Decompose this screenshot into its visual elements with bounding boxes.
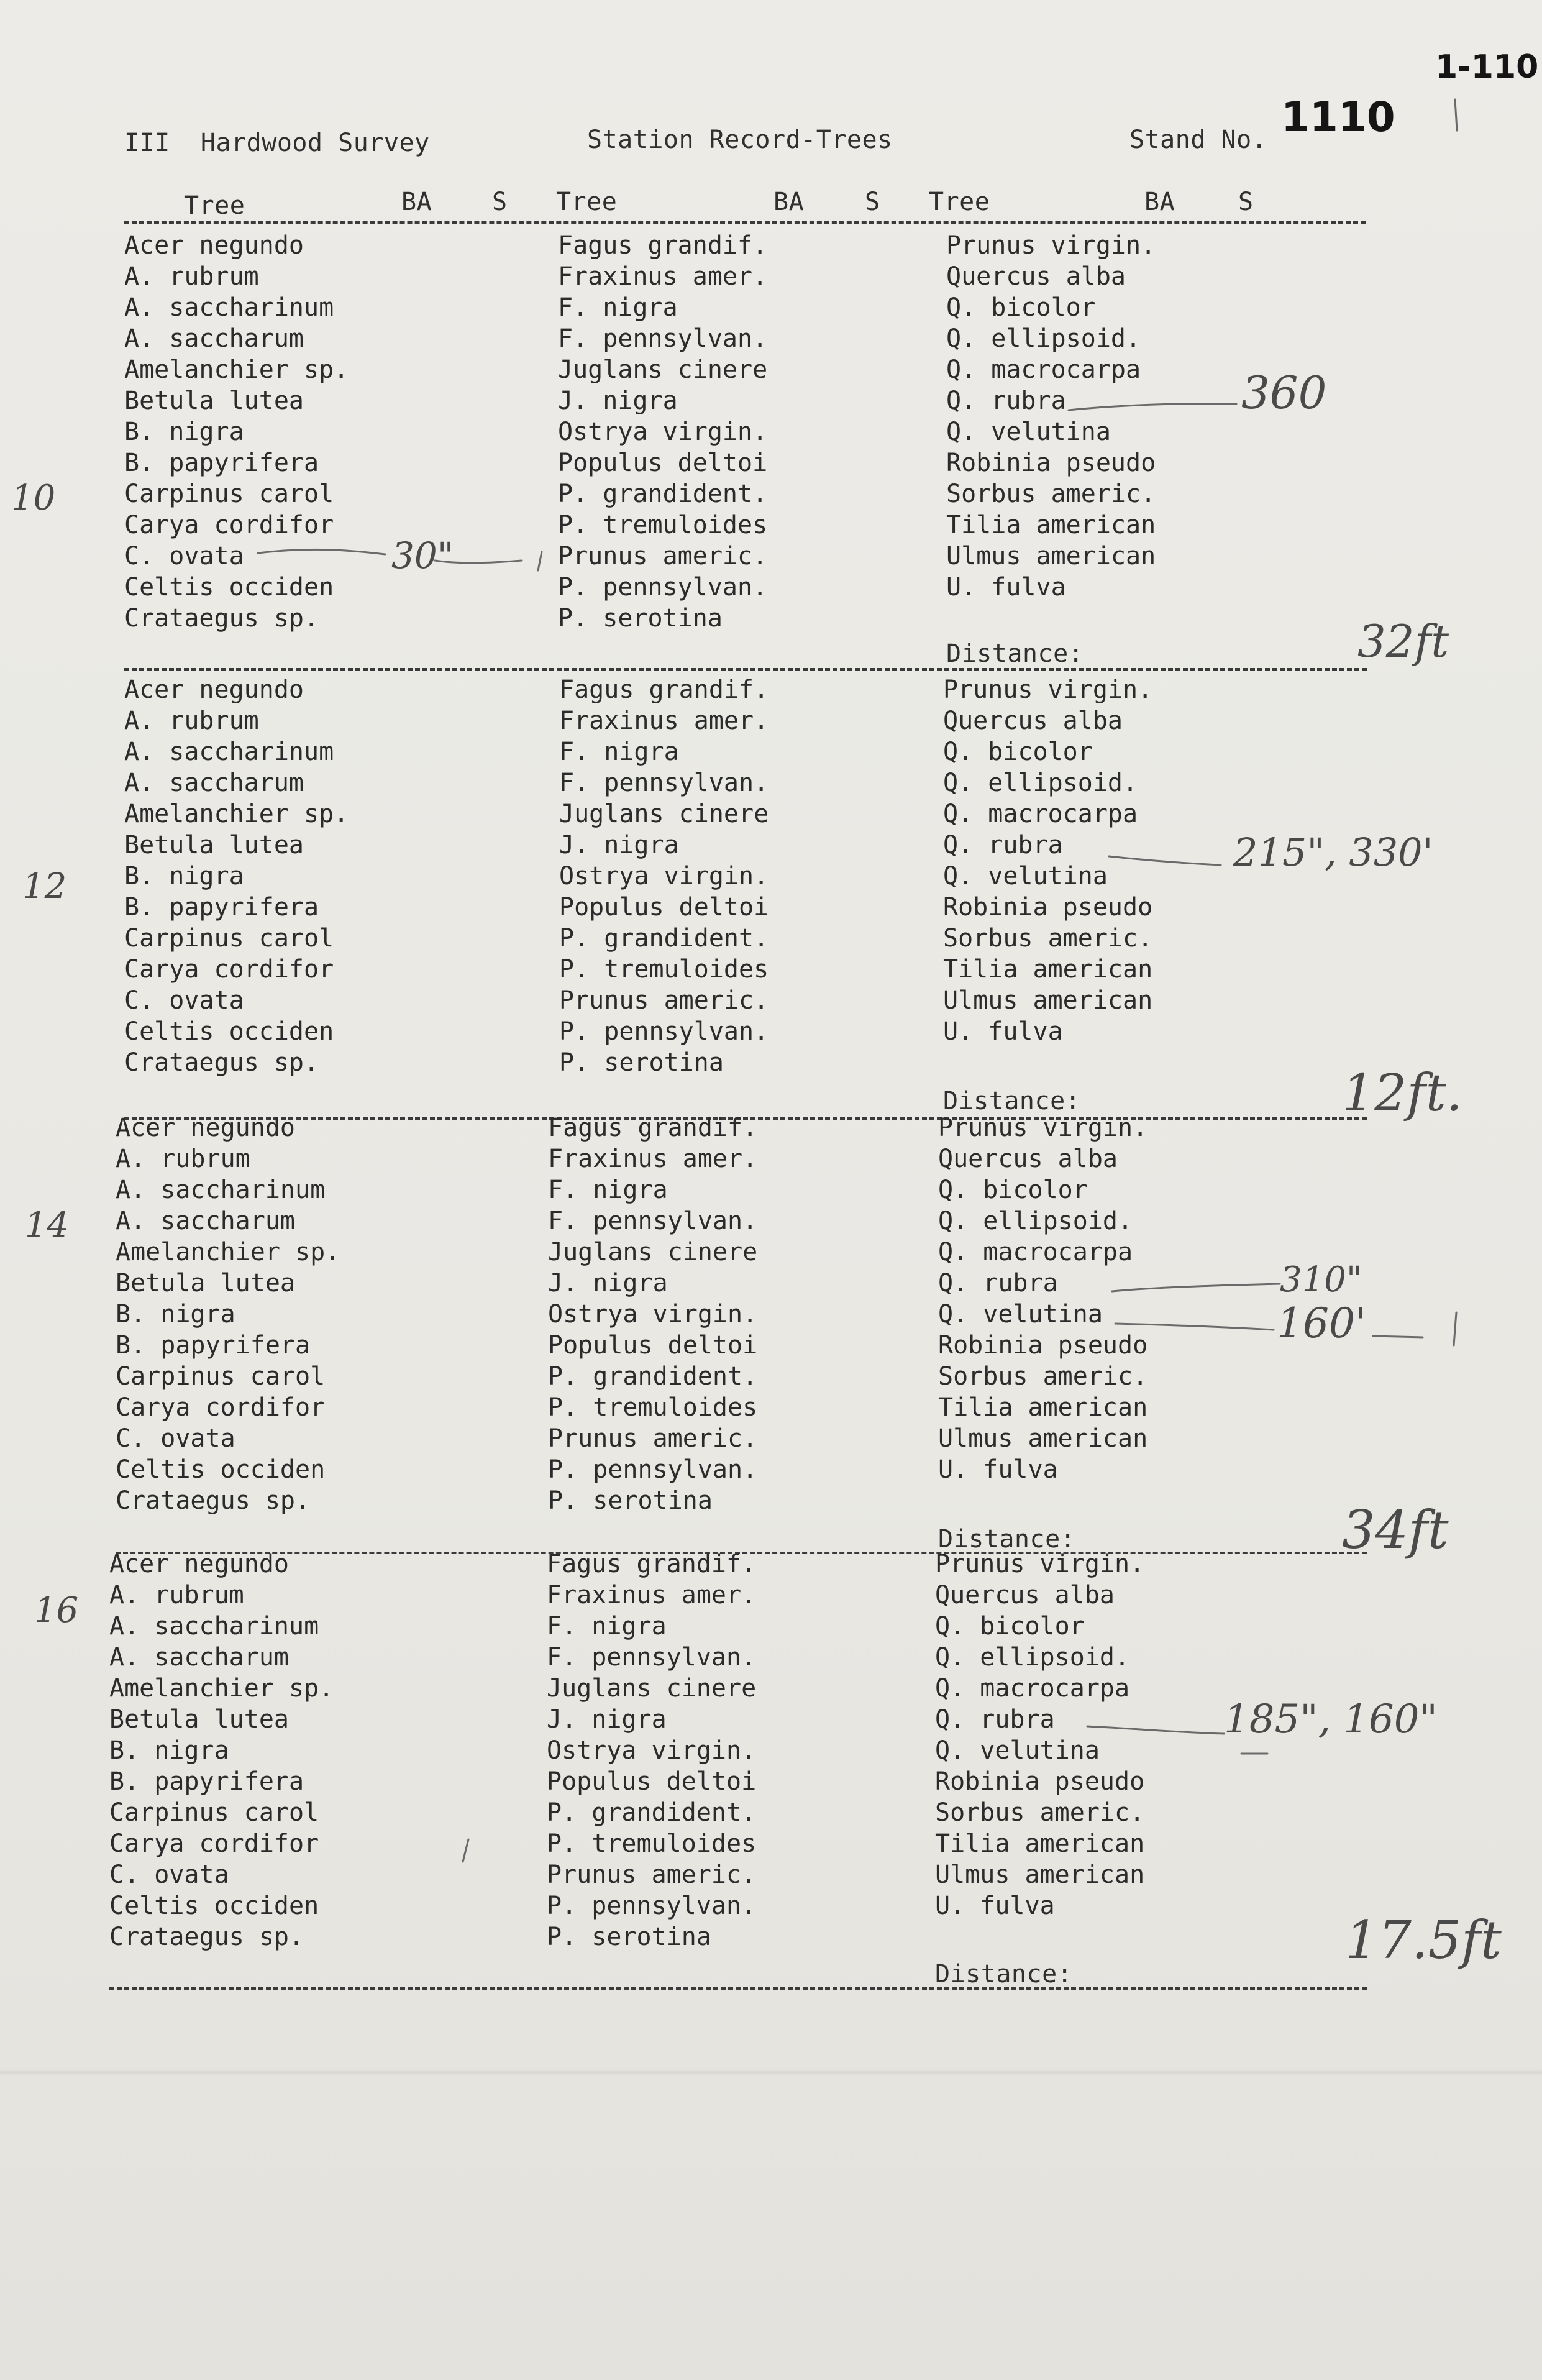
species-name: Quercus alba bbox=[938, 1145, 1118, 1173]
species-name: Q. rubra bbox=[935, 1705, 1055, 1734]
species-name: Populus deltoi bbox=[547, 1767, 757, 1796]
species-name: F. pennsylvan. bbox=[558, 324, 768, 353]
species-name: F. nigra bbox=[558, 293, 678, 322]
species-name: Fraxinus amer. bbox=[558, 262, 768, 291]
tick-ovata-1 bbox=[538, 552, 542, 570]
header-ba-3: BA bbox=[1144, 188, 1175, 216]
species-name: Prunus virgin. bbox=[938, 1114, 1148, 1142]
species-name: Acer negundo bbox=[124, 231, 304, 260]
species-name: Quercus alba bbox=[943, 707, 1123, 735]
species-name: C. ovata bbox=[124, 986, 244, 1015]
connector-rubra-4 bbox=[1087, 1726, 1224, 1734]
species-name: B. nigra bbox=[124, 418, 244, 446]
connector-ovata-1 bbox=[258, 549, 385, 554]
species-name: Tilia american bbox=[946, 511, 1156, 539]
species-name: C. ovata bbox=[109, 1861, 229, 1889]
species-name: A. saccharinum bbox=[124, 293, 334, 322]
note-rubra-st4: 185", 160" bbox=[1224, 1696, 1438, 1742]
species-name: A. rubrum bbox=[124, 262, 259, 291]
species-name: Amelanchier sp. bbox=[124, 800, 349, 828]
species-name: Ulmus american bbox=[935, 1861, 1145, 1889]
stray-mark bbox=[463, 1839, 468, 1862]
species-name: Crataegus sp. bbox=[124, 604, 319, 633]
species-name: Fagus grandif. bbox=[558, 231, 768, 260]
species-name: B. nigra bbox=[116, 1300, 235, 1329]
connector-velutina-3 bbox=[1115, 1324, 1274, 1330]
species-name: Robinia pseudo bbox=[943, 893, 1153, 922]
species-name: Q. ellipsoid. bbox=[935, 1643, 1130, 1672]
species-name: Fagus grandif. bbox=[559, 675, 769, 704]
species-name: Tilia american bbox=[938, 1393, 1148, 1422]
distance-label: Distance: bbox=[935, 1960, 1073, 1989]
species-name: Betula lutea bbox=[116, 1269, 295, 1298]
note-ovata-st1: 30" bbox=[391, 534, 454, 577]
species-name: A. saccharum bbox=[124, 324, 304, 353]
species-name: Carpinus carol bbox=[124, 924, 334, 953]
distance-label: Distance: bbox=[943, 1087, 1081, 1115]
species-name: Sorbus americ. bbox=[935, 1798, 1145, 1827]
species-name: F. pennsylvan. bbox=[548, 1207, 758, 1235]
corner-smudge bbox=[1455, 99, 1457, 130]
species-name: A. saccharinum bbox=[109, 1612, 319, 1641]
record-title: Station Record-Trees bbox=[587, 126, 893, 154]
species-name: Sorbus americ. bbox=[946, 480, 1156, 508]
species-name: U. fulva bbox=[946, 573, 1066, 602]
species-name: F. nigra bbox=[559, 738, 679, 766]
species-name: F. nigra bbox=[547, 1612, 667, 1641]
species-name: Q. ellipsoid. bbox=[938, 1207, 1133, 1235]
species-name: Crataegus sp. bbox=[116, 1486, 311, 1515]
dash-velutina-3 bbox=[1373, 1336, 1423, 1337]
station-number-st3: 14 bbox=[25, 1205, 70, 1245]
species-name: Juglans cinere bbox=[558, 355, 768, 384]
species-name: Betula lutea bbox=[124, 387, 304, 415]
species-name: Tilia american bbox=[943, 955, 1153, 984]
species-name: P. grandident. bbox=[548, 1362, 758, 1391]
species-name: J. nigra bbox=[559, 831, 679, 859]
species-name: Betula lutea bbox=[124, 831, 304, 859]
species-name: Populus deltoi bbox=[558, 449, 768, 477]
species-name: Carpinus carol bbox=[116, 1362, 326, 1391]
species-name: Juglans cinere bbox=[559, 800, 769, 828]
species-name: Amelanchier sp. bbox=[124, 355, 349, 384]
species-name: Robinia pseudo bbox=[946, 449, 1156, 477]
species-name: B. nigra bbox=[109, 1736, 229, 1765]
species-name: Prunus americ. bbox=[559, 986, 769, 1015]
species-name: Q. macrocarpa bbox=[935, 1674, 1130, 1703]
species-name: Acer negundo bbox=[116, 1114, 295, 1142]
species-name: P. grandident. bbox=[559, 924, 769, 953]
stand-label: Stand No. bbox=[1129, 126, 1267, 154]
species-name: P. serotina bbox=[547, 1923, 711, 1951]
species-name: Q. rubra bbox=[943, 831, 1063, 859]
species-name: P. tremuloides bbox=[548, 1393, 758, 1422]
species-name: Carya cordifor bbox=[124, 955, 334, 984]
species-name: A. saccharinum bbox=[116, 1176, 326, 1204]
species-name: Amelanchier sp. bbox=[116, 1238, 340, 1266]
tick-velutina-3 bbox=[1454, 1312, 1456, 1345]
header-s-3: S bbox=[1238, 188, 1254, 216]
species-name: Ostrya virgin. bbox=[559, 862, 769, 890]
species-name: P. pennsylvan. bbox=[548, 1455, 758, 1484]
header-ba-1: BA bbox=[401, 188, 432, 216]
species-name: Prunus americ. bbox=[548, 1424, 758, 1453]
header-s-1: S bbox=[492, 188, 508, 216]
species-name: Ulmus american bbox=[946, 542, 1156, 570]
species-name: Q. bicolor bbox=[938, 1176, 1088, 1204]
species-name: Q. bicolor bbox=[943, 738, 1093, 766]
station-number-st2: 12 bbox=[22, 866, 67, 907]
species-name: B. papyrifera bbox=[124, 893, 319, 922]
species-name: U. fulva bbox=[935, 1892, 1055, 1920]
station-number-st1: 10 bbox=[11, 478, 56, 518]
species-name: Juglans cinere bbox=[547, 1674, 757, 1703]
species-name: A. rubrum bbox=[124, 707, 259, 735]
corner-number: 1-110 bbox=[1435, 48, 1539, 86]
species-name: P. serotina bbox=[559, 1048, 724, 1077]
species-name: J. nigra bbox=[558, 387, 678, 415]
header-tree-2: Tree bbox=[556, 188, 618, 216]
species-name: Q. ellipsoid. bbox=[943, 769, 1138, 797]
species-name: Celtis occiden bbox=[124, 573, 334, 602]
header-s-2: S bbox=[865, 188, 880, 216]
connector-rubra-3 bbox=[1112, 1284, 1280, 1291]
species-name: Robinia pseudo bbox=[935, 1767, 1145, 1796]
species-name: Fagus grandif. bbox=[548, 1114, 758, 1142]
species-name: U. fulva bbox=[943, 1017, 1063, 1046]
species-name: P. serotina bbox=[548, 1486, 713, 1515]
species-name: A. saccharum bbox=[109, 1643, 289, 1672]
species-name: Carpinus carol bbox=[109, 1798, 319, 1827]
species-name: Quercus alba bbox=[935, 1581, 1115, 1609]
species-name: Prunus americ. bbox=[558, 542, 768, 570]
note-velutina-st3: 160' bbox=[1277, 1299, 1367, 1347]
species-name: Crataegus sp. bbox=[124, 1048, 319, 1077]
species-name: P. tremuloides bbox=[547, 1829, 757, 1858]
species-name: J. nigra bbox=[547, 1705, 667, 1734]
species-name: Fraxinus amer. bbox=[559, 707, 769, 735]
species-name: A. rubrum bbox=[116, 1145, 250, 1173]
species-name: A. saccharum bbox=[124, 769, 304, 797]
header-ba-2: BA bbox=[773, 188, 805, 216]
species-name: Celtis occiden bbox=[109, 1892, 319, 1920]
species-name: Carya cordifor bbox=[124, 511, 334, 539]
survey-title: III Hardwood Survey bbox=[124, 129, 430, 157]
header-tree-1: Tree bbox=[184, 191, 245, 220]
species-name: Quercus alba bbox=[946, 262, 1126, 291]
species-name: Carya cordifor bbox=[116, 1393, 326, 1422]
species-name: Q. velutina bbox=[935, 1736, 1100, 1765]
species-name: Amelanchier sp. bbox=[109, 1674, 334, 1703]
species-name: Prunus americ. bbox=[547, 1861, 757, 1889]
species-name: Robinia pseudo bbox=[938, 1331, 1148, 1360]
species-name: Ostrya virgin. bbox=[558, 418, 768, 446]
species-name: A. saccharum bbox=[116, 1207, 295, 1235]
species-name: Q. bicolor bbox=[946, 293, 1096, 322]
species-name: P. pennsylvan. bbox=[547, 1892, 757, 1920]
distance-value-st3: 34ft bbox=[1342, 1499, 1449, 1560]
species-name: Prunus virgin. bbox=[935, 1550, 1145, 1578]
species-name: Q. bicolor bbox=[935, 1612, 1085, 1641]
species-name: Q. velutina bbox=[946, 418, 1111, 446]
species-name: Celtis occiden bbox=[124, 1017, 334, 1046]
species-name: Q. velutina bbox=[943, 862, 1108, 890]
species-name: Sorbus americ. bbox=[938, 1362, 1148, 1391]
species-name: Fraxinus amer. bbox=[548, 1145, 758, 1173]
connector-rubra-1 bbox=[1069, 403, 1236, 410]
species-name: Q. rubra bbox=[946, 387, 1066, 415]
species-name: Acer negundo bbox=[109, 1550, 289, 1578]
species-name: C. ovata bbox=[116, 1424, 235, 1453]
species-name: Ostrya virgin. bbox=[548, 1300, 758, 1329]
species-name: Carya cordifor bbox=[109, 1829, 319, 1858]
species-name: P. pennsylvan. bbox=[558, 573, 768, 602]
species-name: F. pennsylvan. bbox=[559, 769, 769, 797]
species-name: Carpinus carol bbox=[124, 480, 334, 508]
species-name: Tilia american bbox=[935, 1829, 1145, 1858]
distance-value-st1: 32ft bbox=[1357, 615, 1449, 667]
header-tree-3: Tree bbox=[929, 188, 990, 216]
species-name: B. papyrifera bbox=[124, 449, 319, 477]
species-name: Fagus grandif. bbox=[547, 1550, 757, 1578]
distance-value-st4: 17.5ft bbox=[1345, 1910, 1502, 1970]
station-number-st4: 16 bbox=[34, 1590, 79, 1631]
species-name: J. nigra bbox=[548, 1269, 668, 1298]
species-name: P. pennsylvan. bbox=[559, 1017, 769, 1046]
species-name: F. nigra bbox=[548, 1176, 668, 1204]
species-name: P. tremuloides bbox=[559, 955, 769, 984]
species-name: Q. macrocarpa bbox=[938, 1238, 1133, 1266]
species-name: B. papyrifera bbox=[109, 1767, 304, 1796]
species-name: Populus deltoi bbox=[559, 893, 769, 922]
stand-number: 1110 bbox=[1281, 93, 1395, 141]
species-name: Q. velutina bbox=[938, 1300, 1103, 1329]
species-name: Prunus virgin. bbox=[946, 231, 1156, 260]
species-name: A. saccharinum bbox=[124, 738, 334, 766]
species-name: P. serotina bbox=[558, 604, 723, 633]
species-name: Ulmus american bbox=[938, 1424, 1148, 1453]
species-name: Acer negundo bbox=[124, 675, 304, 704]
species-name: Q. ellipsoid. bbox=[946, 324, 1141, 353]
species-name: Fraxinus amer. bbox=[547, 1581, 757, 1609]
species-name: F. pennsylvan. bbox=[547, 1643, 757, 1672]
note-rubra-st3: 310" bbox=[1280, 1260, 1362, 1300]
species-name: P. grandident. bbox=[558, 480, 768, 508]
species-name: Q. rubra bbox=[938, 1269, 1058, 1298]
species-name: A. rubrum bbox=[109, 1581, 244, 1609]
distance-label: Distance: bbox=[938, 1525, 1076, 1554]
distance-label: Distance: bbox=[946, 639, 1084, 668]
species-name: Crataegus sp. bbox=[109, 1923, 304, 1951]
note-rubra-st1: 360 bbox=[1241, 367, 1327, 419]
species-name: B. papyrifera bbox=[116, 1331, 311, 1360]
species-name: Sorbus americ. bbox=[943, 924, 1153, 953]
species-name: Prunus virgin. bbox=[943, 675, 1153, 704]
species-name: C. ovata bbox=[124, 542, 244, 570]
note-rubra-st2: 215", 330' bbox=[1233, 830, 1433, 875]
species-name: P. tremuloides bbox=[558, 511, 768, 539]
species-name: B. nigra bbox=[124, 862, 244, 890]
species-name: Q. macrocarpa bbox=[943, 800, 1138, 828]
connector-rubra-2 bbox=[1109, 856, 1221, 865]
distance-value-st2: 12ft. bbox=[1342, 1064, 1462, 1123]
species-name: P. grandident. bbox=[547, 1798, 757, 1827]
species-name: Betula lutea bbox=[109, 1705, 289, 1734]
species-name: Ostrya virgin. bbox=[547, 1736, 757, 1765]
species-name: Ulmus american bbox=[943, 986, 1153, 1015]
species-name: Q. macrocarpa bbox=[946, 355, 1141, 384]
species-name: Populus deltoi bbox=[548, 1331, 758, 1360]
species-name: U. fulva bbox=[938, 1455, 1058, 1484]
species-name: Juglans cinere bbox=[548, 1238, 758, 1266]
species-name: Celtis occiden bbox=[116, 1455, 326, 1484]
